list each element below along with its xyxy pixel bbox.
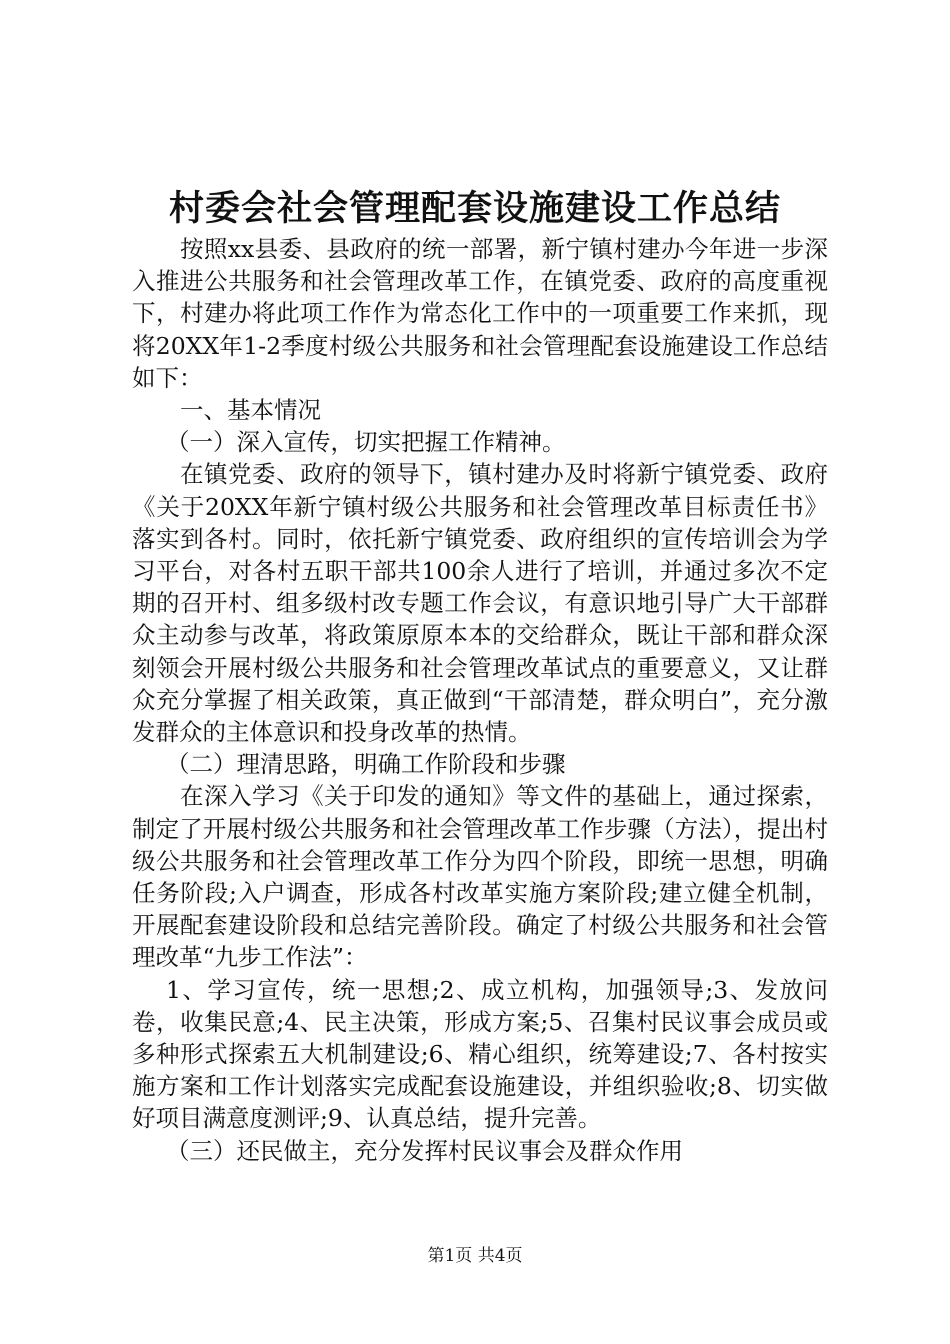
subsection-heading-1: （一）深入宣传，切实把握工作精神。 xyxy=(166,428,566,457)
nine-steps-paragraph: 1、学习宣传，统一思想;2、成立机构，加强领导;3、发放问卷，收集民意;4、民主决策，形成方案;5、召集村民议事会成员或多种形式探索五大机制建设;6、精心组织，统筹建设;7、各村按实施方案和工作计划落实完成配套设施建设，并组织验收;8、切实做好项目满意度测评;9、认真总结，提升完善。 xyxy=(132,975,828,1133)
body-paragraph-1: 在镇党委、政府的领导下，镇村建办及时将新宁镇党委、政府《关于20XX年新宁镇村级公共服务和社会管理改革目标责任书》落实到各村。同时，依托新宁镇党委、政府组织的宣传培训会为学习平台，对各村五职干部共100余人进行了培训，并通过多次不定期的召开村、组多级村改专题工作会议，有意识地引导广大干部群众主动参与改革，将政策原原本本的交给群众，既让干部和群众深刻领会开展村级公共服务和社会管理改革试点的重要意义，又让群众充分掌握了相关政策，真正做到“干部清楚，群众明白”，充分激发群众的主体意识和投身改革的热情。 xyxy=(132,460,828,747)
body-paragraph-2: 在深入学习《关于印发的通知》等文件的基础上，通过探索，制定了开展村级公共服务和社会管理改革工作步骤（方法），提出村级公共服务和社会管理改革工作分为四个阶段，即统一思想，明确任务阶段;入户调查，形成各村改革实施方案阶段;建立健全机制，开展配套建设阶段和总结完善阶段。确定了村级公共服务和社会管理改革“九步工作法”： xyxy=(132,782,828,972)
document-body xyxy=(132,233,828,1167)
section-heading-basic-situation: 一、基本情况 xyxy=(180,396,321,425)
subsection-heading-3: （三）还民做主，充分发挥村民议事会及群众作用 xyxy=(166,1136,683,1165)
subsection-heading-2: （二）理清思路，明确工作阶段和步骤 xyxy=(166,750,566,779)
document-title: 村委会社会管理配套设施建设工作总结 xyxy=(168,188,781,229)
intro-paragraph: 按照xx县委、县政府的统一部署，新宁镇村建办今年进一步深入推进公共服务和社会管理改革工作，在镇党委、政府的高度重视下，村建办将此项工作作为常态化工作中的一项重要工作来抓，现将20XX年1-2季度村级公共服务和社会管理配套设施建设工作总结如下： xyxy=(132,235,828,392)
page-number-footer: 第1页 共4页 xyxy=(427,1246,523,1266)
